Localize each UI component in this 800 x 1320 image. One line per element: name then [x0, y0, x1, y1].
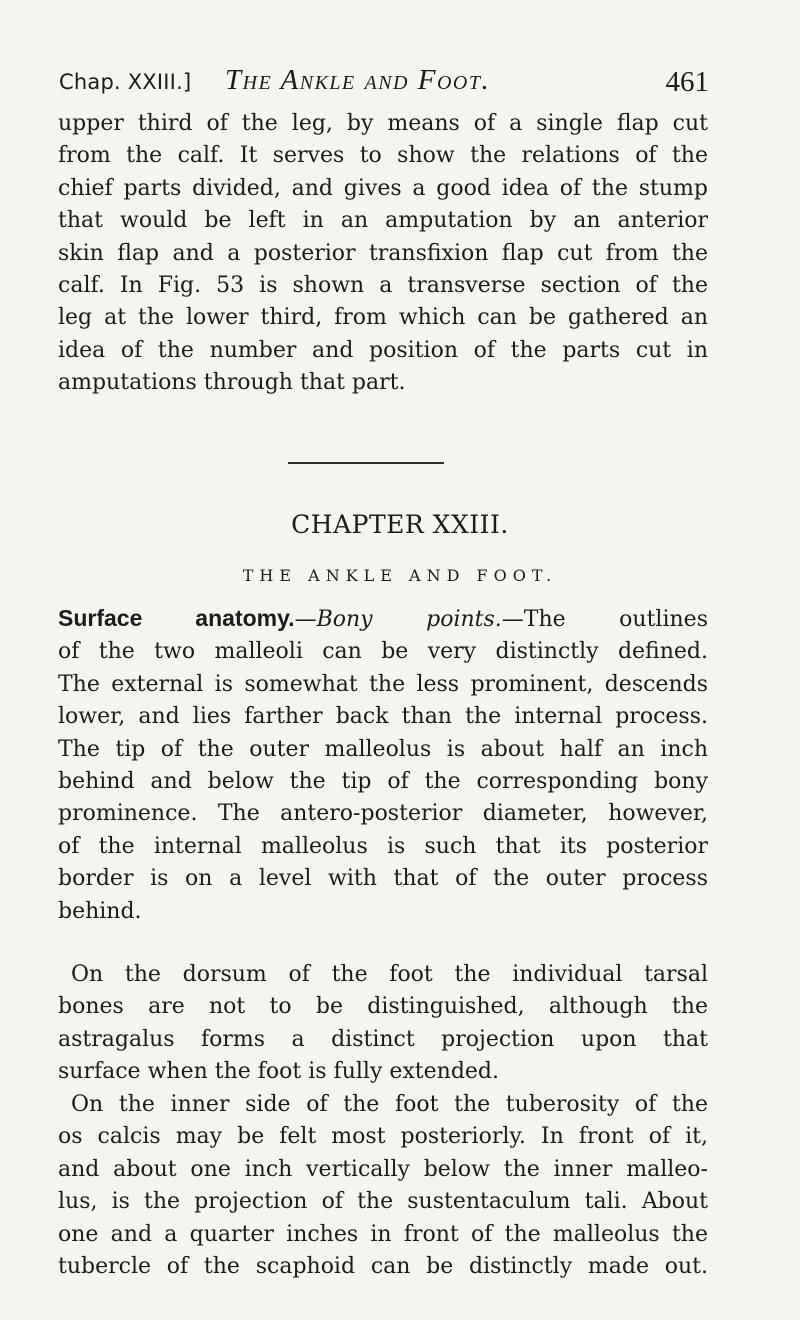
em-dash: — [501, 607, 524, 632]
section-heading-line [58, 602, 708, 636]
text-line: On the dorsum of the foot the individual tarsal [71, 962, 708, 987]
text-line: that would be left in an amputation by an anterior [58, 208, 708, 234]
text-line: The external is somewhat the less prominent, descends [58, 671, 708, 697]
text-line: prominence. The antero-posterior diameter, however, [58, 801, 708, 827]
text-line: bones are not to be distinguished, although the [58, 994, 708, 1020]
running-head [59, 64, 709, 104]
paragraph-2 [58, 602, 708, 928]
page-number: 461 [665, 66, 709, 98]
text-line: from the calf. It serves to show the relations of the [58, 143, 708, 169]
text-line: idea of the number and position of the parts cut in [58, 337, 708, 363]
text-line: of the internal malleolus is such that its posterior [58, 833, 708, 859]
text-line: On the inner side of the foot the tuberosity of the [71, 1092, 708, 1117]
text-line: calf. In Fig. 53 is shown a transverse section of the [58, 273, 708, 299]
text-line: The tip of the outer malleolus is about half an inch [58, 736, 708, 762]
text-line: skin flap and a posterior transfixion flap cut from the [58, 240, 708, 266]
chapter-subtitle: THE ANKLE AND FOOT. [242, 566, 558, 585]
text-line: tubercle of the scaphoid can be distinctly made out. [58, 1254, 708, 1280]
text-line: lower, and lies farther back than the internal process. [58, 704, 708, 730]
text-line: astragalus forms a distinct projection upon that [58, 1026, 708, 1052]
text-line: surface when the foot is fully extended. [58, 1059, 499, 1085]
paragraph-4 [58, 1089, 708, 1283]
running-head-chapter: Chap. XXIII.] [59, 70, 192, 94]
running-head-title: The Ankle and Foot. [225, 64, 491, 96]
text-line: and about one inch vertically below the inner malleo- [58, 1156, 708, 1182]
text-line: border is on a level with that of the outer process [58, 866, 708, 892]
text-line: behind and below the tip of the corresponding bony [58, 769, 708, 795]
chapter-title: CHAPTER XXIII. [291, 510, 509, 539]
em-dash: — [294, 607, 317, 632]
paragraph-1 [58, 108, 708, 400]
subsection-heading: Bony points. [316, 607, 502, 632]
text-line: one and a quarter inches in front of the malleolus the [58, 1221, 708, 1247]
text-line: lus, is the projection of the sustentaculum tali. About [58, 1189, 708, 1215]
paragraph-3 [58, 959, 708, 1089]
text-line: upper third of the leg, by means of a single flap cut [58, 111, 708, 136]
section-divider [288, 462, 444, 464]
text-line: of the two malleoli can be very distinctly defined. [58, 639, 708, 665]
text-line: chief parts divided, and gives a good idea of the stump [58, 175, 708, 201]
text-line: leg at the lower third, from which can be gathered an [58, 305, 708, 331]
section-heading: Surface anatomy. [58, 605, 295, 631]
text-line: behind. [58, 898, 142, 924]
text-line: os calcis may be felt most posteriorly. In front of it, [58, 1124, 708, 1150]
text-fragment: The outlines [523, 607, 708, 632]
text-line: amputations through that part. [58, 370, 406, 396]
